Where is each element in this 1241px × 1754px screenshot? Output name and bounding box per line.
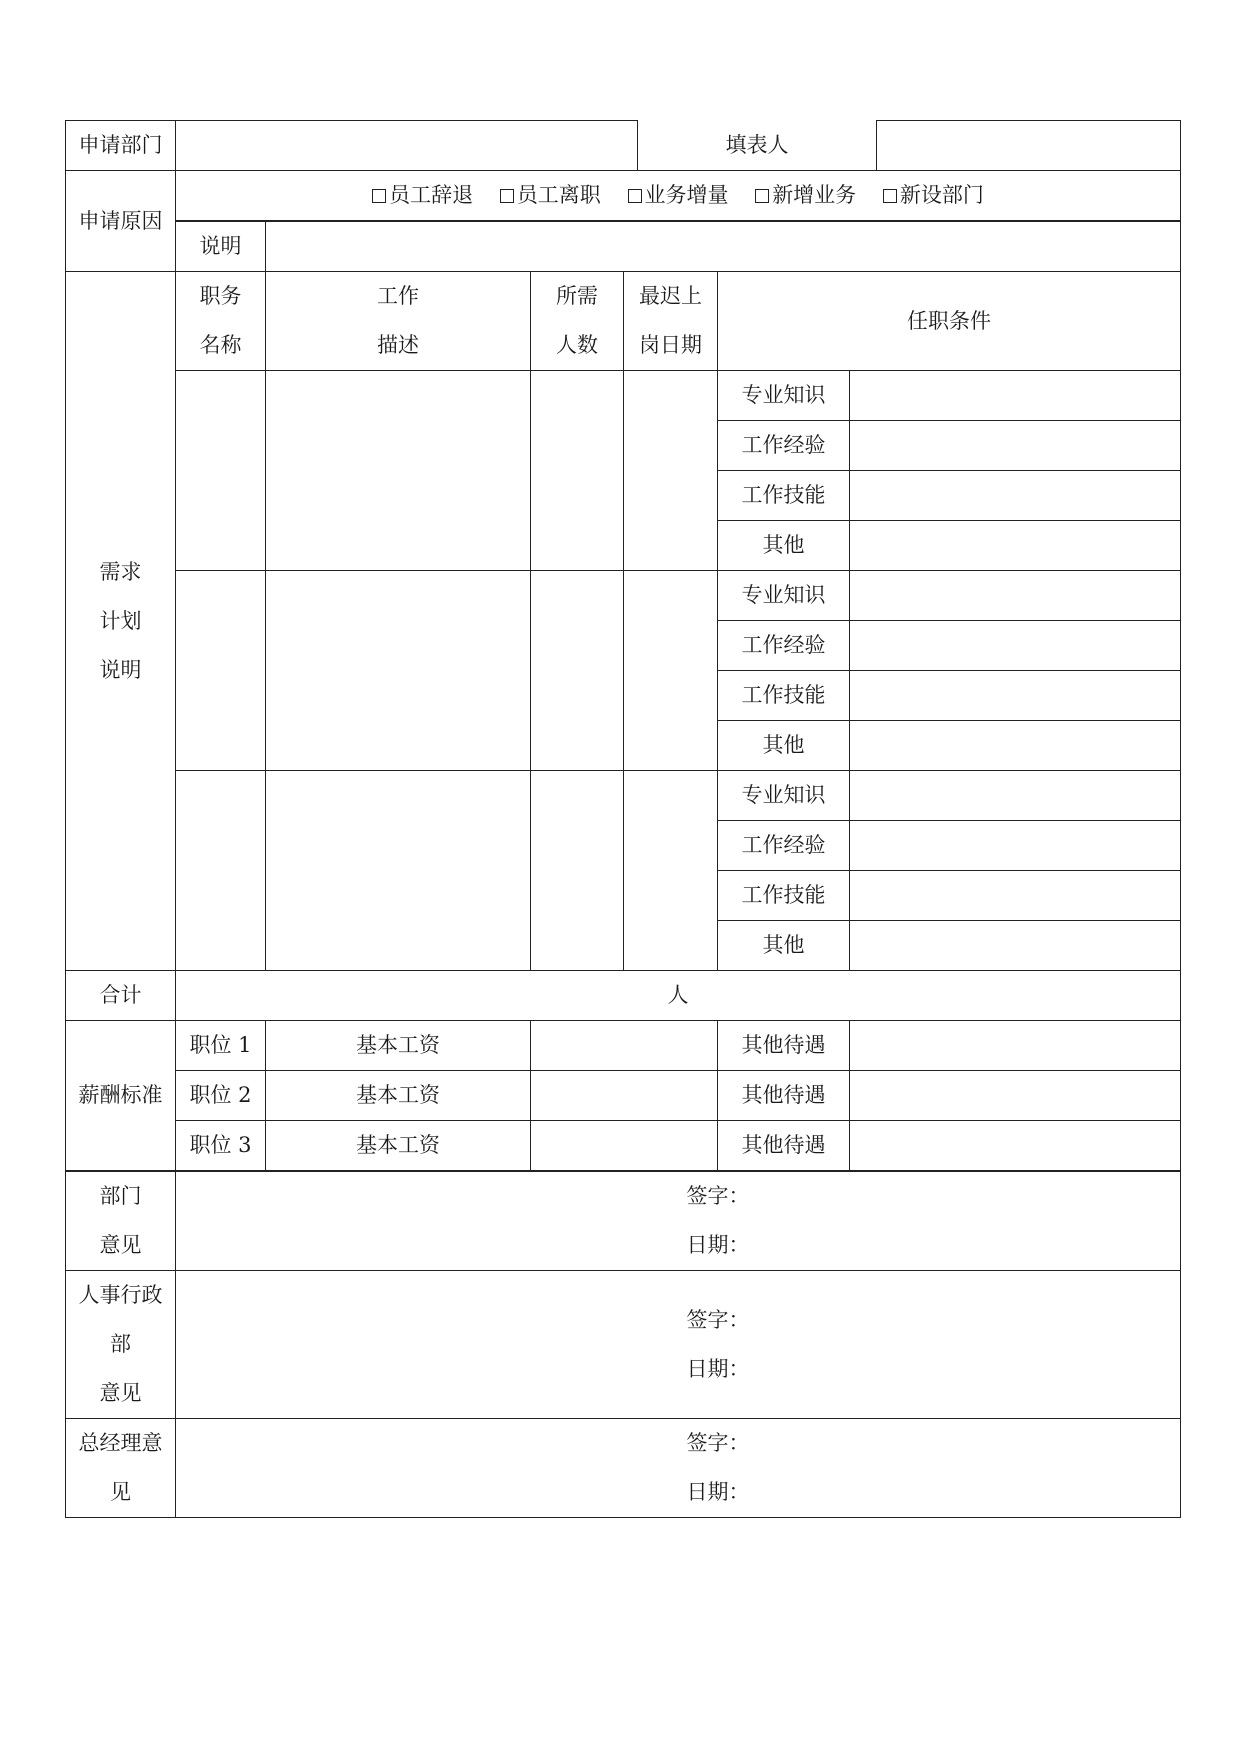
date-label: 日期： bbox=[686, 1480, 750, 1504]
position-date-field[interactable] bbox=[624, 371, 718, 571]
req-label: 工作经验 bbox=[718, 821, 850, 871]
req-label: 工作技能 bbox=[718, 471, 850, 521]
hr-opinion-field[interactable] bbox=[176, 1271, 1181, 1419]
header-title: 职务 名称 bbox=[176, 272, 266, 371]
req-field[interactable] bbox=[850, 721, 1181, 771]
req-field[interactable] bbox=[850, 371, 1181, 421]
other-benefits-field[interactable] bbox=[850, 1121, 1181, 1172]
req-label: 专业知识 bbox=[718, 571, 850, 621]
req-field[interactable] bbox=[850, 571, 1181, 621]
gm-opinion-field[interactable] bbox=[176, 1419, 1181, 1518]
req-label: 其他 bbox=[718, 921, 850, 971]
base-salary-field[interactable] bbox=[531, 1071, 718, 1121]
req-label: 工作经验 bbox=[718, 421, 850, 471]
salary-position: 职位 1 bbox=[176, 1021, 266, 1071]
other-benefits-label: 其他待遇 bbox=[718, 1071, 850, 1121]
dept-opinion-label: 部门 意见 bbox=[66, 1171, 176, 1271]
position-count-field[interactable] bbox=[531, 771, 624, 971]
position-title-field[interactable] bbox=[176, 571, 266, 771]
option-resignation[interactable]: 员工离职 bbox=[500, 183, 601, 207]
checkbox-icon[interactable] bbox=[628, 189, 642, 203]
sign-label: 签字： bbox=[686, 1184, 750, 1208]
total-unit: 人 bbox=[667, 983, 689, 1007]
req-field[interactable] bbox=[850, 871, 1181, 921]
header-desc: 工作 描述 bbox=[266, 272, 531, 371]
header-count: 所需 人数 bbox=[531, 272, 624, 371]
req-label: 专业知识 bbox=[718, 771, 850, 821]
position-title-field[interactable] bbox=[176, 771, 266, 971]
header-requirements: 任职条件 bbox=[718, 272, 1181, 371]
checkbox-icon[interactable] bbox=[500, 189, 514, 203]
req-field[interactable] bbox=[850, 471, 1181, 521]
req-label: 工作技能 bbox=[718, 671, 850, 721]
staffing-request-form bbox=[65, 120, 1181, 1518]
req-label: 其他 bbox=[718, 721, 850, 771]
position-count-field[interactable] bbox=[531, 571, 624, 771]
other-benefits-label: 其他待遇 bbox=[718, 1021, 850, 1071]
other-benefits-label: 其他待遇 bbox=[718, 1121, 850, 1172]
option-new-business[interactable]: 新增业务 bbox=[755, 183, 856, 207]
option-business-growth[interactable]: 业务增量 bbox=[628, 183, 729, 207]
total-label: 合计 bbox=[66, 971, 176, 1021]
salary-position: 职位 3 bbox=[176, 1121, 266, 1172]
req-field[interactable] bbox=[850, 671, 1181, 721]
date-label: 日期： bbox=[686, 1356, 750, 1381]
req-field[interactable] bbox=[850, 821, 1181, 871]
filler-area[interactable] bbox=[850, 121, 1181, 171]
req-field[interactable] bbox=[850, 921, 1181, 971]
plan-label: 需求 计划 说明 bbox=[66, 272, 176, 971]
base-salary-label: 基本工资 bbox=[266, 1071, 531, 1121]
base-salary-label: 基本工资 bbox=[266, 1121, 531, 1172]
checkbox-icon[interactable] bbox=[755, 189, 769, 203]
req-field[interactable] bbox=[850, 621, 1181, 671]
req-field[interactable] bbox=[850, 421, 1181, 471]
dept-label: 申请部门 bbox=[66, 121, 176, 171]
reason-options bbox=[176, 171, 1181, 222]
option-dismissal[interactable]: 员工辞退 bbox=[372, 183, 473, 207]
gm-opinion-label: 总经理意 见 bbox=[66, 1419, 176, 1518]
req-label: 工作经验 bbox=[718, 621, 850, 671]
sign-label: 签字： bbox=[686, 1431, 750, 1455]
reason-label: 申请原因 bbox=[66, 171, 176, 272]
note-field[interactable] bbox=[266, 221, 1181, 272]
position-desc-field[interactable] bbox=[266, 371, 531, 571]
total-field[interactable] bbox=[176, 971, 1181, 1021]
note-label: 说明 bbox=[176, 221, 266, 272]
sign-label: 签字： bbox=[686, 1307, 750, 1332]
position-date-field[interactable] bbox=[624, 571, 718, 771]
position-desc-field[interactable] bbox=[266, 771, 531, 971]
header-date: 最迟上 岗日期 bbox=[624, 272, 718, 371]
position-desc-field[interactable] bbox=[266, 571, 531, 771]
req-label: 专业知识 bbox=[718, 371, 850, 421]
checkbox-icon[interactable] bbox=[883, 189, 897, 203]
req-field[interactable] bbox=[850, 771, 1181, 821]
position-title-field[interactable] bbox=[176, 371, 266, 571]
hr-opinion-label: 人事行政 部 意见 bbox=[66, 1271, 176, 1419]
filler-label: 填表人 bbox=[637, 120, 877, 170]
base-salary-field[interactable] bbox=[531, 1121, 718, 1172]
checkbox-icon[interactable] bbox=[372, 189, 386, 203]
req-label: 工作技能 bbox=[718, 871, 850, 921]
req-label: 其他 bbox=[718, 521, 850, 571]
position-count-field[interactable] bbox=[531, 371, 624, 571]
other-benefits-field[interactable] bbox=[850, 1071, 1181, 1121]
salary-label: 薪酬标准 bbox=[66, 1021, 176, 1172]
option-new-department[interactable]: 新设部门 bbox=[883, 183, 984, 207]
other-benefits-field[interactable] bbox=[850, 1021, 1181, 1071]
position-date-field[interactable] bbox=[624, 771, 718, 971]
req-field[interactable] bbox=[850, 521, 1181, 571]
salary-position: 职位 2 bbox=[176, 1071, 266, 1121]
base-salary-field[interactable] bbox=[531, 1021, 718, 1071]
base-salary-label: 基本工资 bbox=[266, 1021, 531, 1071]
date-label: 日期： bbox=[686, 1233, 750, 1257]
dept-opinion-field[interactable] bbox=[176, 1171, 1181, 1271]
